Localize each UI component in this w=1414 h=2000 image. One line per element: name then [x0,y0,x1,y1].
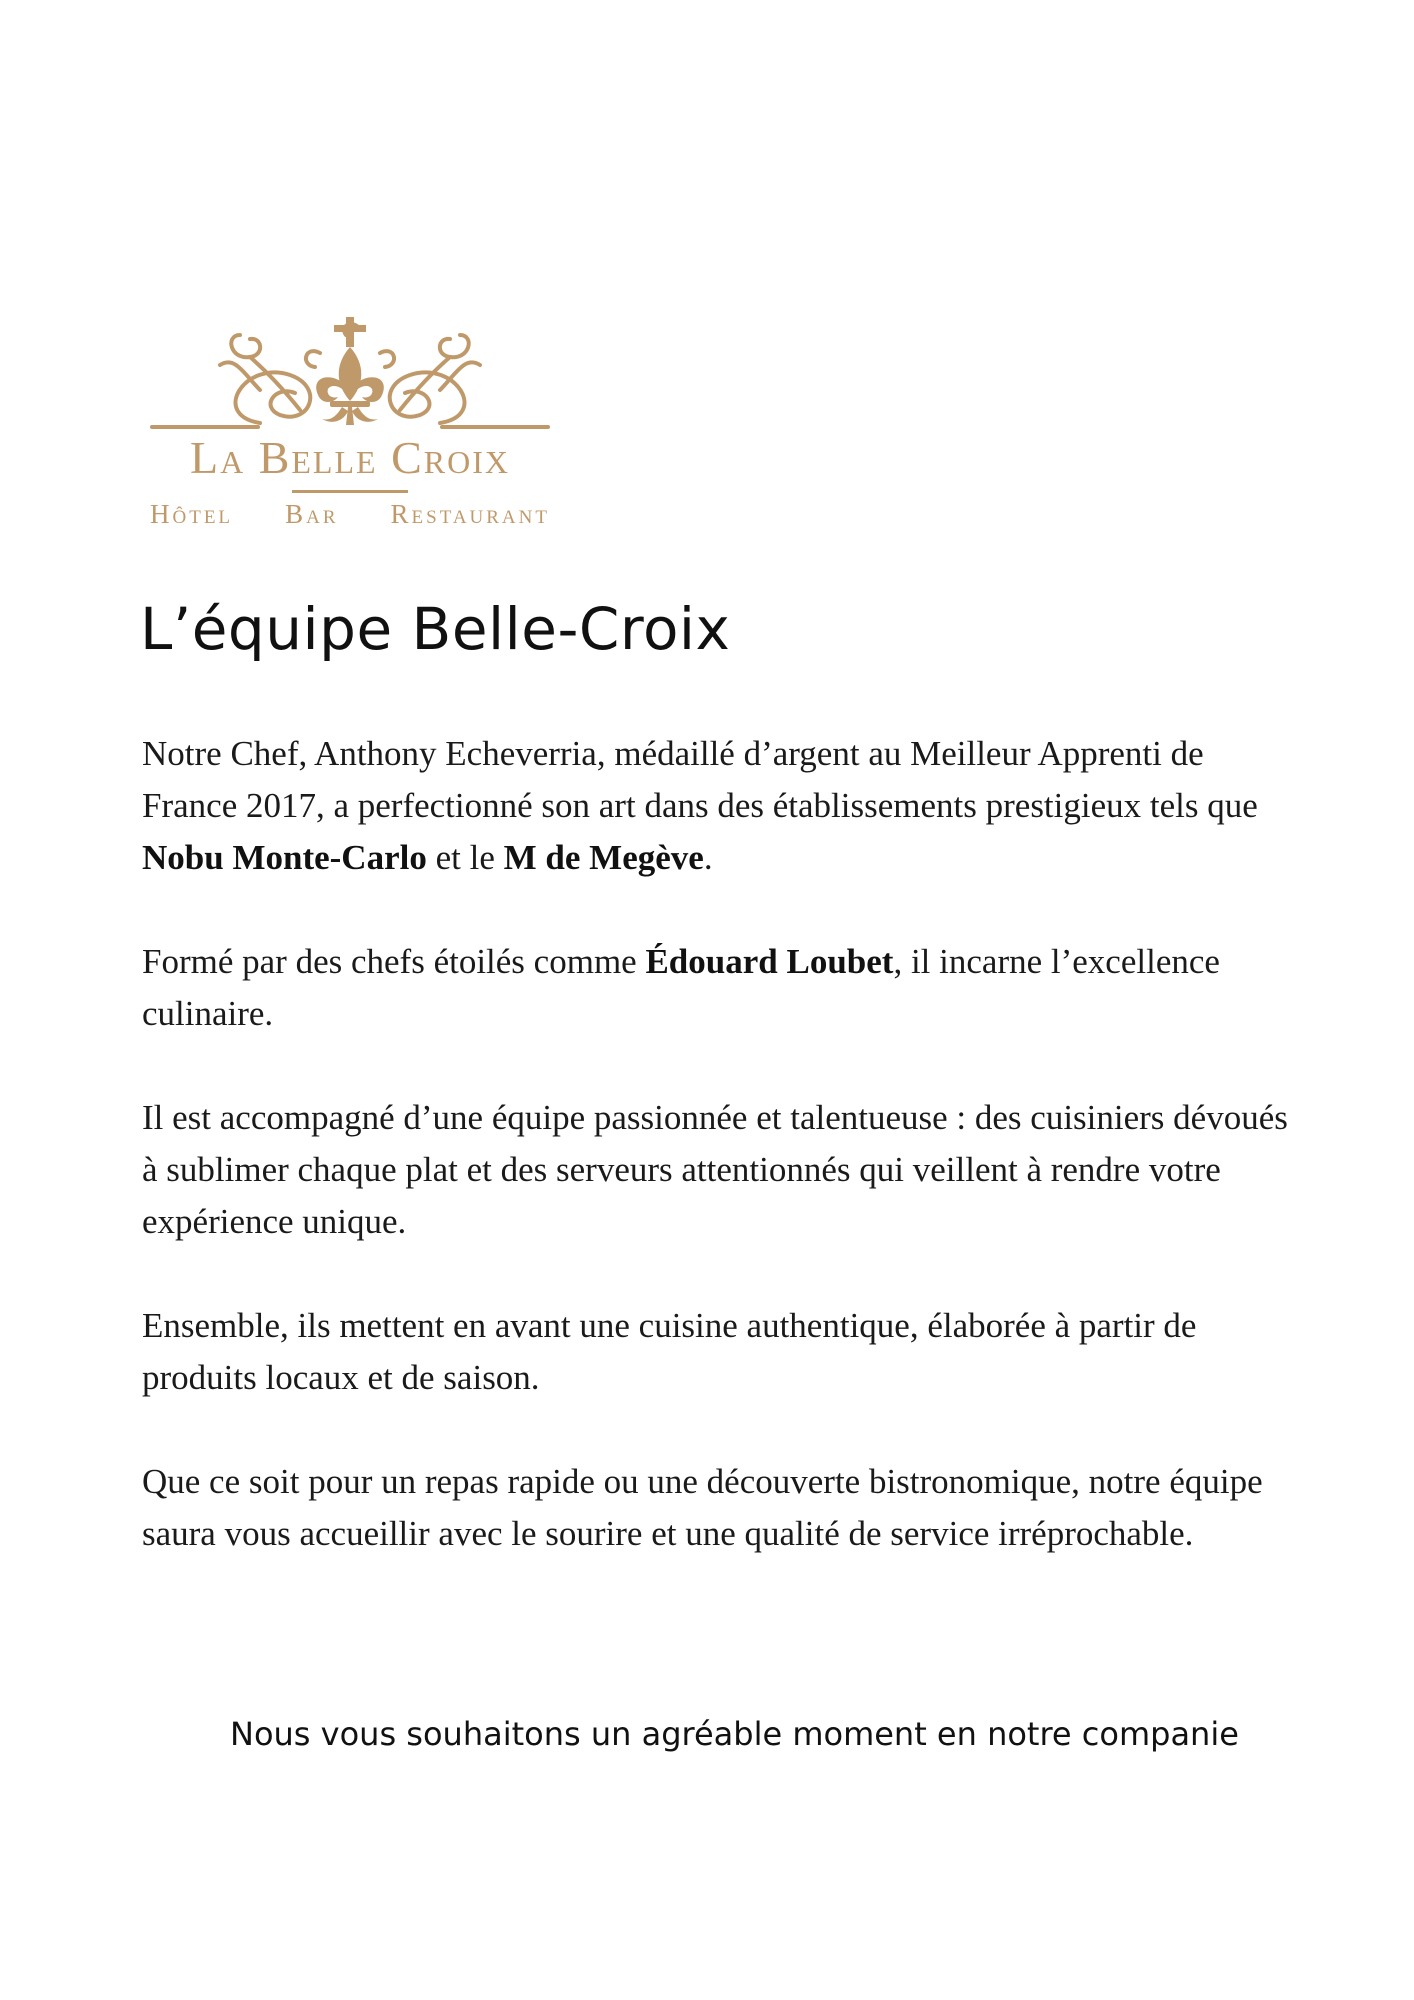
text-segment: . [703,838,713,877]
text-segment: et le [426,838,504,877]
restaurant-name: Nobu Monte-Carlo [142,838,427,877]
page-title: L’équipe Belle-Croix [140,595,731,663]
hotel-logo [150,315,550,535]
text-segment: Formé par des chefs étoilés comme [142,942,646,981]
text-segment: , il incarne l’excellence culinaire. [142,942,1220,1033]
closing-line: Nous vous souhaitons un agréable moment en notre companie [230,1715,1239,1753]
paragraph-team [142,1092,1292,1248]
body-text [142,728,1292,1612]
brand-divider [292,490,408,493]
paragraph-chef-intro [142,728,1292,884]
text-segment: Ensemble, ils mettent en avant une cuisine authentique, élaborée à partir de produits locaux et de saison. [142,1306,1197,1397]
paragraph-service [142,1456,1292,1560]
chef-name: Édouard Loubet [645,942,894,981]
paragraph-cuisine [142,1300,1292,1404]
text-segment: Il est accompagné d’une équipe passionnée et talentueuse : des cuisiniers dévoués à sublimer chaque plat et des serveurs attentionnés qui veillent à rendre votre expérience unique. [142,1098,1288,1241]
brand-sub-restaurant: Restaurant [390,499,550,529]
brand-sub-bar: Bar [285,499,339,529]
text-segment: Notre Chef, Anthony Echeverria, médaillé d’argent au Meilleur Apprenti de France 2017, a perfectionné son art dans des établissements prestigieux tels que [142,734,1258,825]
paragraph-training [142,936,1292,1040]
restaurant-name: M de Megève [503,838,704,877]
brand-name: La Belle Croix [190,432,510,483]
brand-sub-hotel: Hôtel [150,499,234,529]
text-segment: Que ce soit pour un repas rapide ou une découverte bistronomique, notre équipe saura vous accueillir avec le sourire et une qualité de service irréprochable. [142,1462,1263,1553]
fleur-de-lis-cross-emblem-icon [150,315,550,435]
brand-subtitle [150,501,550,528]
